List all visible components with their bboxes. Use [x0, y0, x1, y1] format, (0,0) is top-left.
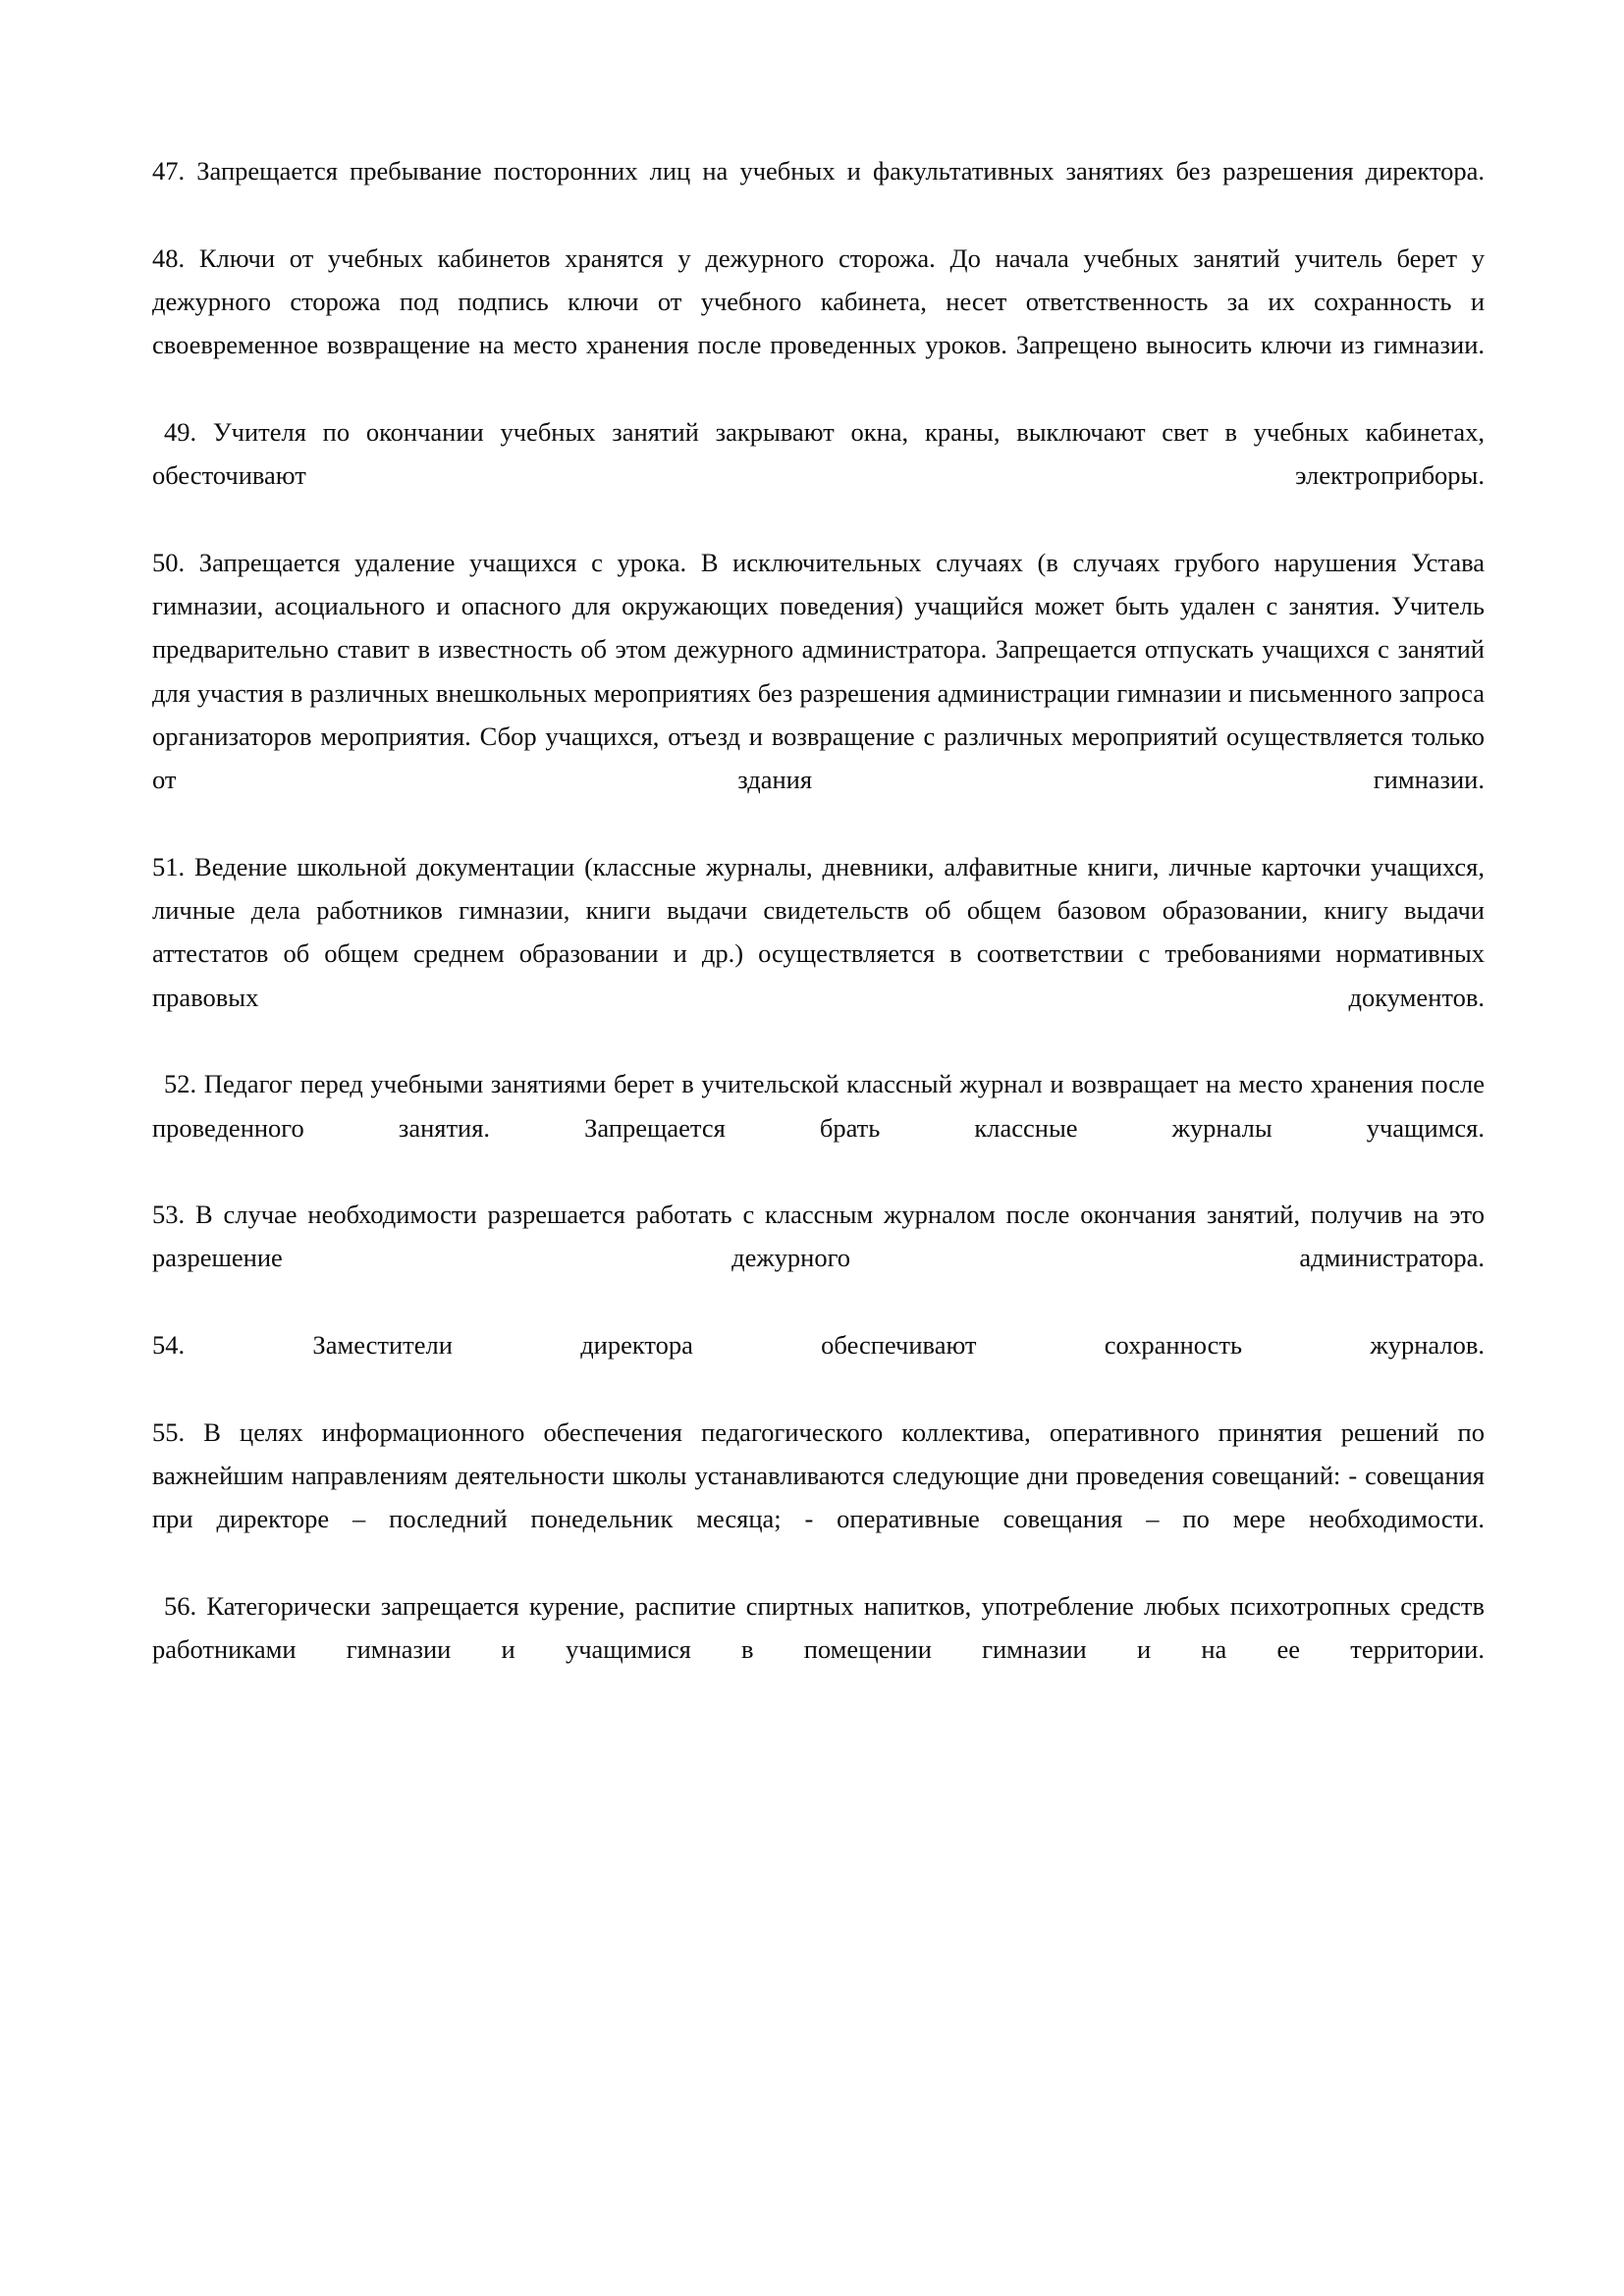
document-text-block: [152, 149, 1485, 1715]
paragraph-item-51: 51. Ведение школьной документации (классные журналы, дневники, алфавитные книги, личные карточки учащихся, личные дела работников гимназии, книги выдачи свидетельств об общем базовом образовании, книгу выдачи аттестатов об общем среднем образовании и др.) осуществляется в соответствии с требованиями нормативных правовых документов.: [152, 851, 1485, 1012]
paragraph-item-48: 48. Ключи от учебных кабинетов хранятся у дежурного сторожа. До начала учебных занятий учитель берет у дежурного сторожа под подпись ключи от учебного кабинета, несет ответственность за их сохранность и своевременное возвращение на место хранения после проведенных уроков. Запрещено выносить ключи из гимназии.: [152, 242, 1485, 360]
paragraph-item-56: 56. Категорически запрещается курение, распитие спиртных напитков, употребление любых психотропных средств работниками гимназии и учащимися в помещении гимназии и на ее территории.: [152, 1590, 1485, 1665]
paragraph-item-47: 47. Запрещается пребывание посторонних лиц на учебных и факультативных занятиях без разрешения директора.: [152, 156, 1485, 186]
paragraph-item-52: 52. Педагог перед учебными занятиями берет в учительской классный журнал и возвращает на место хранения после проведенного занятия. Запрещается брать классные журналы учащимся.: [152, 1069, 1485, 1143]
paragraph-item-55: 55. В целях информационного обеспечения педагогического коллектива, оперативного принятия решений по важнейшим направлениям деятельности школы устанавливаются следующие дни проведения совещаний: - совещания при директоре – последний понедельник месяца; - оперативные совещания – по мере необходимости.: [152, 1416, 1485, 1534]
paragraph-item-49: 49. Учителя по окончании учебных занятий закрывают окна, краны, выключают свет в учебных кабинетах, обесточивают электроприборы.: [152, 416, 1485, 491]
paragraph-item-54: 54. Заместители директора обеспечивают сохранность журналов.: [152, 1330, 1485, 1361]
paragraph-item-53: 53. В случае необходимости разрешается работать с классным журналом после окончания занятий, получив на это разрешение дежурного администратора.: [152, 1200, 1485, 1273]
paragraph-item-50: 50. Запрещается удаление учащихся с урока. В исключительных случаях (в случаях грубого нарушения Устава гимназии, асоциального и опасного для окружающих поведения) учащийся может быть удален с занятия. Учитель предварительно ставит в известность об этом дежурного администратора. Запрещается отпускать учащихся с занятий для участия в различных внешкольных мероприятиях без разрешения администрации гимназии и письменного запроса организаторов мероприятия. Сбор учащихся, отъезд и возвращение с различных мероприятий осуществляется только от здания гимназии.: [152, 547, 1485, 795]
